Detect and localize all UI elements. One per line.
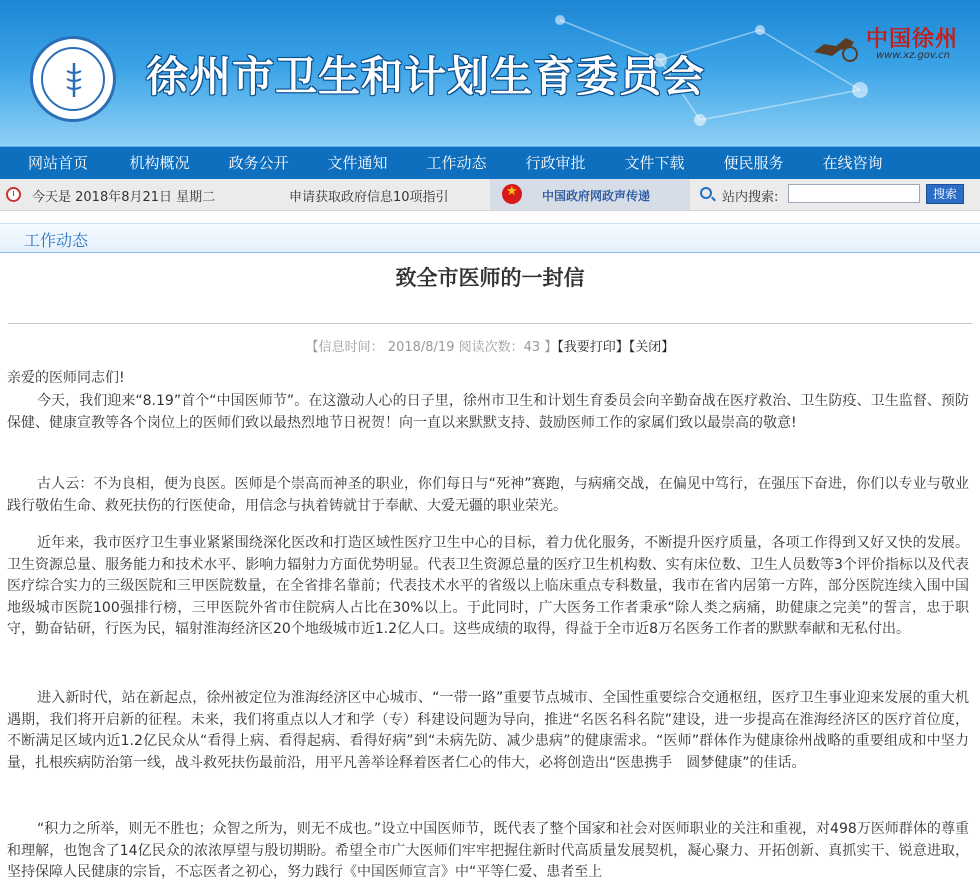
caduceus-icon [59,61,89,99]
section-title[interactable]: 工作动态 [24,231,89,250]
divider [8,323,972,324]
close-link[interactable]: 【关闭】 [628,340,675,355]
search-icon [700,187,712,199]
nav-item-online-consultation[interactable]: 在线咨询 [822,154,883,172]
city-logo-url: www.xz.gov.cn [876,50,951,61]
gov-portal-link[interactable]: 中国政府网政声传递 [542,189,651,203]
article-greeting: 亲爱的医师同志们! [7,370,125,386]
nav-item-government-affairs[interactable]: 政务公开 [228,154,289,172]
main-nav [0,146,980,180]
article-meta [0,336,980,355]
search-button[interactable]: 搜索 [926,184,964,204]
xuzhou-city-logo[interactable] [810,20,960,70]
city-logo-text: 中国徐州 [866,26,959,52]
info-toolbar [0,179,980,211]
nav-item-work-news[interactable]: 工作动态 [426,154,487,172]
site-title: 徐州市卫生和计划生育委员会 [146,52,706,101]
nav-item-administrative-approval[interactable]: 行政审批 [525,154,586,172]
clock-icon [6,187,21,202]
commission-logo [30,36,116,122]
horse-chariot-icon [810,24,866,64]
nav-item-public-services[interactable]: 便民服务 [723,154,784,172]
site-header [0,0,980,146]
nav-item-notices[interactable]: 文件通知 [327,154,388,172]
gov-portal-banner[interactable] [490,179,690,210]
article-info: 【信息时间： 2018/8/19 阅读次数：43 】 [305,340,558,355]
search-label: 站内搜索: [722,190,779,205]
search-input[interactable] [788,184,920,203]
current-date: 今天是 2018年8月21日 星期二 [32,190,216,205]
article-paragraph: 近年来，我市医疗卫生事业紧紧围绕深化医改和打造区域性医疗卫生中心的目标，着力优化服务，不断提升医疗质量，各项工作得到又好又快的发展。卫生资源总量、服务能力和技术水平、影响力辐射力方面优势明显。代表卫生资源总量的医疗卫生机构数、实有床位数、卫生人员数等3个评价指标以及代表医疗综合实力的三级医院和三甲医院数量，在全省排名靠前；代表技术水平的省级以上临床重点专科数量，我市在省内居第一方阵，部分医院连续入围中国地级城市医院100强排行榜，三甲医院外省市住院病人占比在30%以上。于此同时，广大医务工作者秉承“除人类之病痛，助健康之完美”的誓言，忠于职守，勤奋钻研，行医为民，辐射淮海经济区20个地级城市近1.2亿人口。这些成绩的取得，得益于全市近8万名医务工作者的默默奉献和无私付出。 [7,535,969,638]
print-link[interactable]: 【我要打印】 [557,340,629,355]
article-paragraph: 今天，我们迎来“8.19”首个“中国医师节”。在这激动人心的日子里，徐州市卫生和计划生育委员会向辛勤奋战在医疗救治、卫生防疫、卫生监督、预防保健、健康宣教等各个岗位上的医师们致以最热烈地节日祝贺！向一直以来默默支持、鼓励医师工作的家属们致以最崇高的敬意! [7,393,969,431]
article-paragraph: 古人云：不为良相，便为良医。医师是个崇高而神圣的职业，你们每日与“死神”赛跑，与病痛交战，在偏见中笃行，在强压下奋进，你们以专业与敬业践行敬佑生命、救死扶伤的行医使命，用信念与执着铸就甘于奉献、大爱无疆的职业荣光。 [7,476,969,514]
article-title: 致全市医师的一封信 [395,266,585,290]
nav-item-downloads[interactable]: 文件下载 [624,154,685,172]
nav-item-organization[interactable]: 机构概况 [129,154,190,172]
section-header [0,223,980,253]
article-paragraph: “积力之所举，则无不胜也；众智之所为，则无不成也。”设立中国医师节，既代表了整个国家和社会对医师职业的关注和重视，对498万医师群体的尊重和理解，也饱含了14亿民众的浓浓厚望与殷切期盼。希望全市广大医师们牢牢把握住新时代高质量发展契机，凝心聚力、开拓创新、真抓实干、锐意进取，坚持保障人民健康的宗旨，不忘医者之初心，努力践行《中国医师宣言》中“平等仁爱、患者至上 [7,821,969,881]
info-request-guide-link[interactable]: 申请获取政府信息10项指引 [289,190,449,205]
nav-item-home[interactable]: 网站首页 [27,154,88,172]
national-emblem-icon [502,184,522,204]
article-paragraph: 进入新时代，站在新起点，徐州被定位为淮海经济区中心城市、“一带一路”重要节点城市、全国性重要综合交通枢纽，医疗卫生事业迎来发展的重大机遇期，我们将开启新的征程。未来，我们将重点以人才和学（专）科建设问题为导向，推进“名医名科名院”建设，进一步提高在淮海经济区的医疗首位度，不断满足区域内近1.2亿民众从“看得上病、看得起病、看得好病”到“未病先防、减少患病”的健康需求。“医师”群体作为健康徐州战略的重要组成和中坚力量，扎根疾病防治第一线，战斗救死扶伤最前沿，用平凡善举诠释着医者仁心的伟大，必将创造出“医患携手 圆梦健康”的佳话。 [7,690,969,771]
